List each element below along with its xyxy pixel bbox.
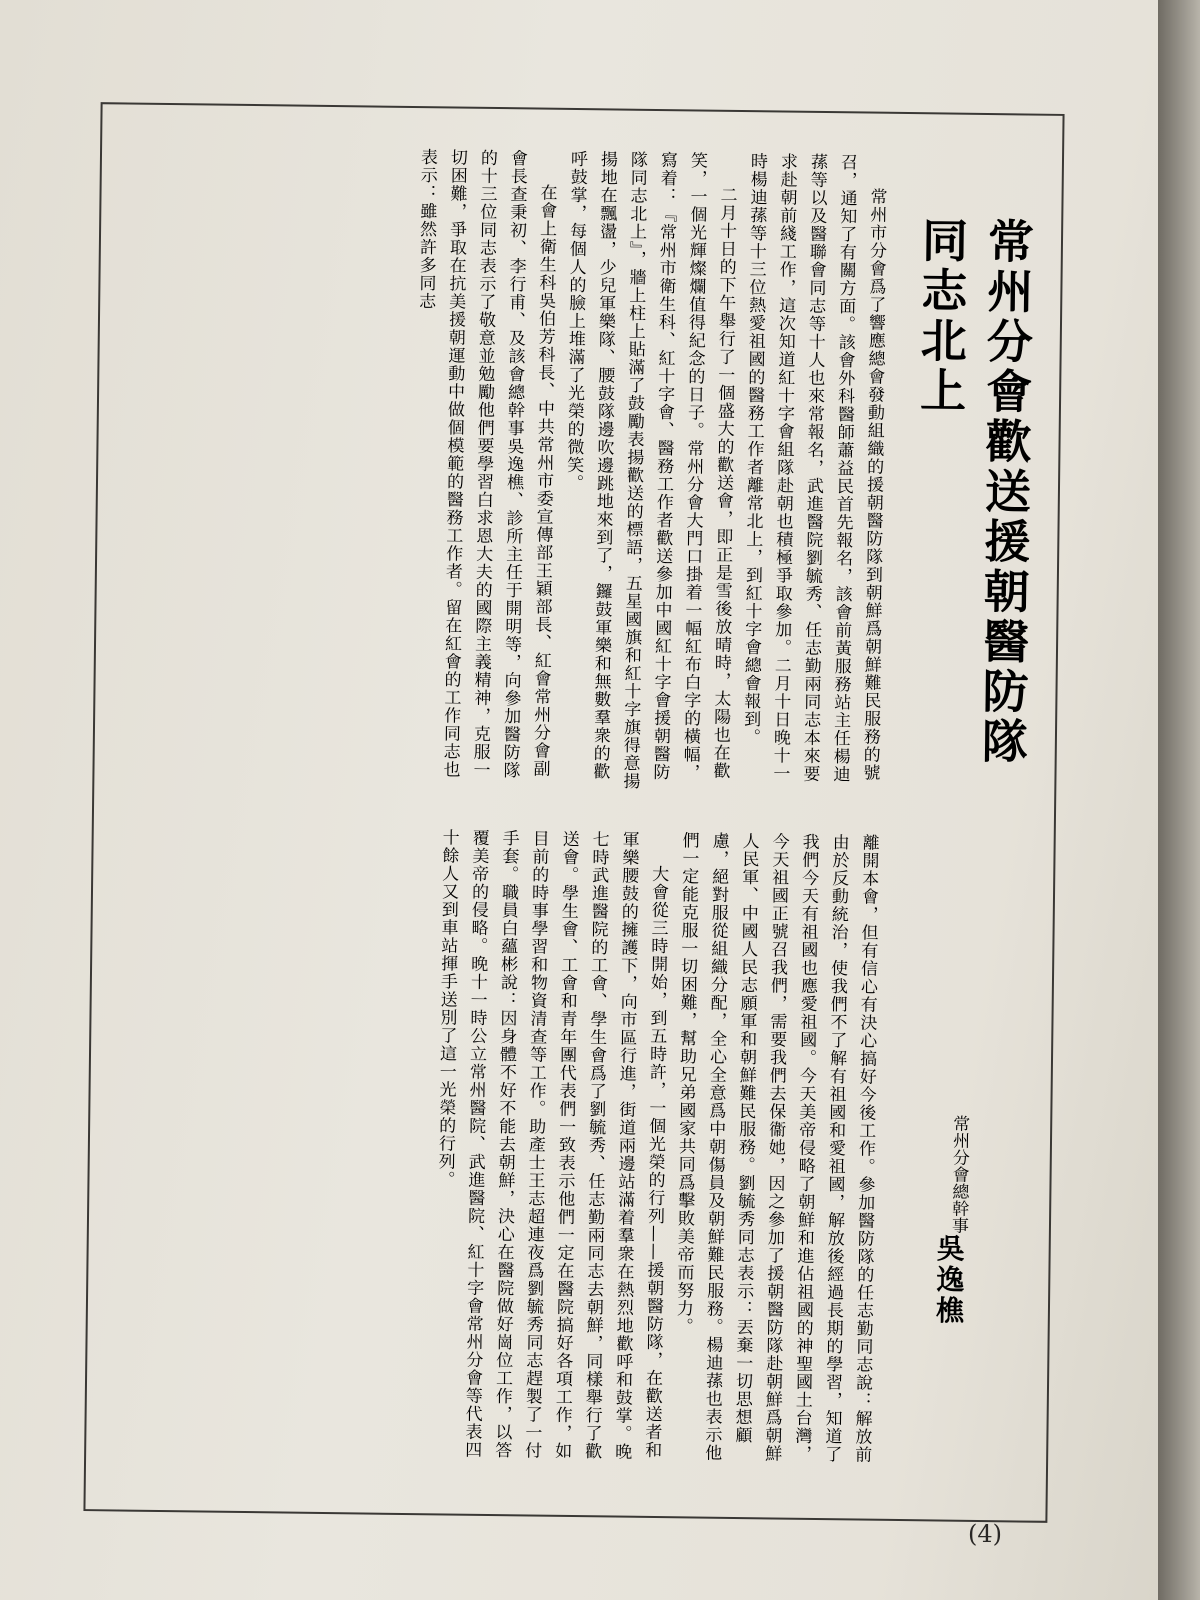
byline-name: 吳逸樵 (931, 1233, 966, 1327)
article-title-column (872, 204, 1041, 806)
byline-org: 常州分會總幹事 (947, 1114, 970, 1234)
paragraph: 二月十日的下午舉行了一個盛大的歡送會，即正是雪後放晴時，太陽也在歡笑，一個光輝燦爛值得紀念的日子。常州分會大門口掛着一幅紅布白字的橫幅，寫着：『常州市衛生科、紅十字會、醫務工作者歡送參加中國紅十字會援朝醫防隊同志北上』，牆上柱上貼滿了鼓勵表揚歡送的標語，五星國旗和紅十字旗得意揚揚地在飄盪，少兒軍樂隊、腰鼓隊邊吹邊跳地來到了，鑼鼓軍樂和無數羣衆的歡呼鼓掌，每個人的臉上堆滿了光榮的微笑。 (562, 149, 737, 791)
article-title: 常州分會歡送援朝醫防隊同志北上 (912, 216, 1036, 768)
book-edge (1158, 0, 1200, 1600)
upper-text-block (404, 148, 892, 794)
article-frame (83, 102, 1064, 1523)
paragraph: 常州市分會爲了響應總會發動組織的援朝醫防隊到朝鮮爲朝鮮難民服務的號召，通知了有關方面。該會外科醫師蕭益民首先報名，該會前黃服務站主任楊迪蓀等以及醫聯會同志等十人也來常報名，武進醫院劉毓秀、任志勤兩同志本來要求赴朝前綫工作，這次知道紅十字會組隊赴朝也積極爭取參加。二月十日晚十一時楊迪蓀等十三位熱愛祖國的醫務工作者離常北上，到紅十字會總會報到。 (739, 152, 887, 784)
paragraph: 離開本會，但有信心有決心搞好今後工作。參加醫防隊的任志勤同志說：解放前由於反動統治，使我們不了解有祖國和愛祖國，解放後經過長期的學習，知道了我們今天有祖國也應愛祖國。今天美帝侵略了朝鮮和進佔祖國的神聖國土台灣，今天祖國正號召我們，需要我們去保衞她，因之參加了援朝醫防隊赴朝鮮爲朝鮮人民軍、中國人民志願軍和朝鮮難民服務。劉毓秀同志表示：丟棄一切思想顧慮，絕對服從組織分配，全心全意爲中朝傷員及朝鮮難民服務。楊迪蓀也表示他們一定能克服一切困難，幫助兄弟國家共同爲擊敗美帝而努力。 (672, 831, 879, 1464)
byline (926, 1114, 971, 1484)
paragraph: 在會上衛生科吳伯芳科長、中共常州市委宣傳部王穎部長、紅會常州分會副會長查秉初、李行甫、及該會總幹事吳逸樵、診所主任于開明等，向參加醫防隊的十三位同志表示了敬意並勉勵他們要學習白求恩大夫的國際主義精神，克服一切困難，爭取在抗美援朝運動中做個模範的醫務工作者。留在紅會的工作同志也表示：雖然許多同志 (415, 148, 557, 780)
paragraph: 大會從三時開始，到五時許，一個光榮的行列——援朝醫防隊，在歡送者和軍樂腰鼓的擁護下，向市區行進，街道兩邊站滿着羣衆在熱烈地歡呼和鼓掌。晚七時武進醫院的工會、學生會爲了劉毓秀、任志勤兩同志去朝鮮，同樣舉行了歡送會。學生會、工會和青年團代表們一致表示他們一定在醫院搞好各項工作，如目前的時事學習和物資清查等工作。助產士王志超連夜爲劉毓秀同志趕製了一付手套。職員白蘊彬說：因身體不好不能去朝鮮，決心在醫院做好崗位工作，以答覆美帝的侵略。晚十一時公立常州醫院、武進醫院、紅十字會常州分會等代表四十餘人又到車站揮手送別了這一光榮的行列。 (434, 828, 669, 1461)
lower-text-block (426, 828, 884, 1473)
page-number: (4) (968, 1520, 1002, 1548)
